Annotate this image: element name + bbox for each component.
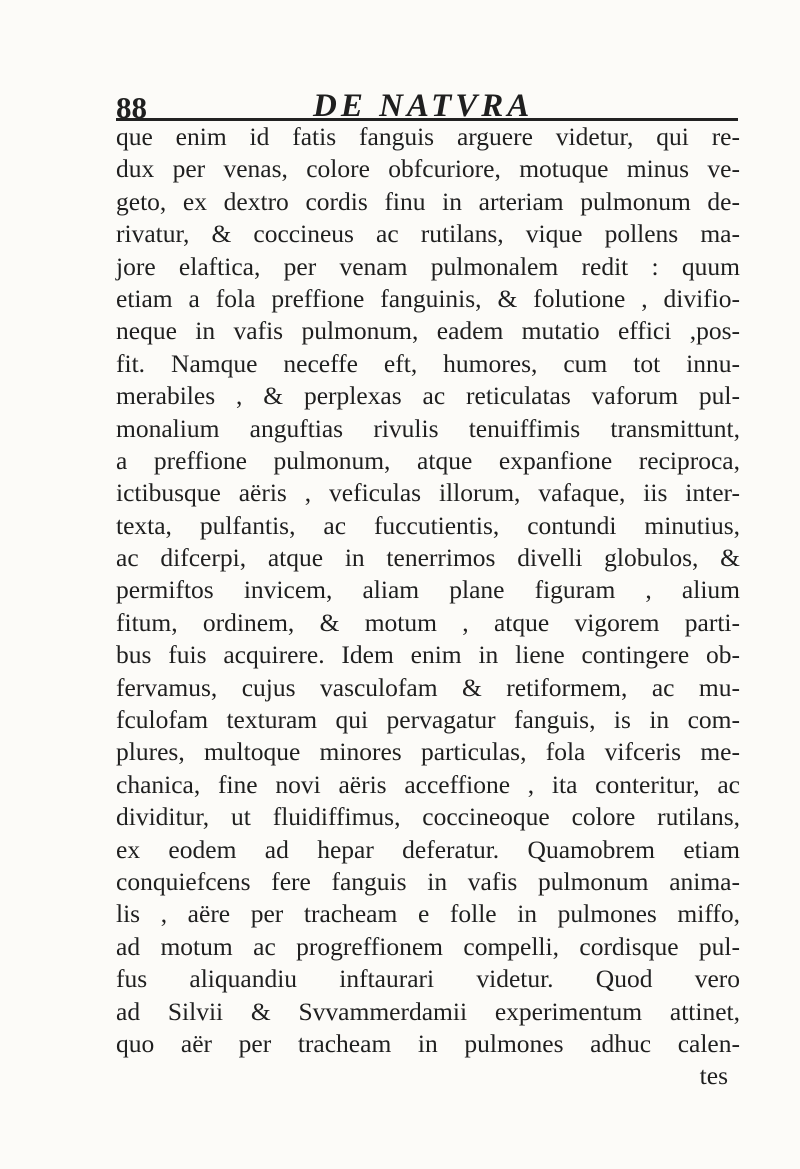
text-line: ad motum ac progreffionem compelli, cordisque pul- <box>116 931 740 961</box>
text-line: a preffione pulmonum, atque expanfione reciproca, <box>116 445 740 475</box>
text-line: jore elaftica, per venam pulmonalem redit : quum <box>116 251 740 281</box>
text-line: ac difcerpi, atque in tenerrimos divelli globulos, & <box>116 543 740 573</box>
text-line: fus aliquandiu inftaurari videtur. Quod vero <box>116 964 740 994</box>
text-line: rivatur, & coccineus ac rutilans, vique pollens ma- <box>116 219 740 249</box>
text-line: quo aër per tracheam in pulmones adhuc calen- <box>116 1028 740 1058</box>
body-text <box>116 121 740 1093</box>
text-line: que enim id fatis fanguis arguere videtur, qui re- <box>116 122 740 151</box>
text-line: fervamus, cujus vasculofam & retiformem, ac mu- <box>116 672 740 702</box>
text-line: ex eodem ad hepar deferatur. Quamobrem etiam <box>116 834 740 864</box>
text-line: dividitur, ut fluidiffimus, coccineoque colore rutilans, <box>116 802 740 832</box>
text-line: geto, ex dextro cordis finu in arteriam pulmonum de- <box>116 186 740 216</box>
text-line: ictibusque aëris , veficulas illorum, vafaque, iis inter- <box>116 478 740 508</box>
text-line: texta, pulfantis, ac fuccutientis, contundi minutius, <box>116 510 740 540</box>
text-line: bus fuis acquirere. Idem enim in liene contingere ob- <box>116 640 740 670</box>
text-line: fculofam texturam qui pervagatur fanguis, is in com- <box>116 705 740 735</box>
running-head: DE NATVRA <box>313 88 534 124</box>
text-line: dux per venas, colore obfcuriore, motuque minus ve- <box>116 154 740 184</box>
text-line: permiftos invicem, aliam plane figuram , alium <box>116 575 740 605</box>
text-line: conquiefcens fere fanguis in vafis pulmonum anima- <box>116 866 740 896</box>
text-line: fit. Namque neceffe eft, humores, cum tot innu- <box>116 348 740 378</box>
text-line: fitum, ordinem, & motum , atque vigorem parti- <box>116 607 740 637</box>
text-line: lis , aëre per tracheam e folle in pulmones miffo, <box>116 899 740 929</box>
text-line: monalium anguftias rivulis tenuiffimis transmittunt, <box>116 413 740 443</box>
text-line: neque in vafis pulmonum, eadem mutatio effici ,pos- <box>116 316 740 346</box>
text-line: plures, multoque minores particulas, fola vifceris me- <box>116 737 740 767</box>
page-header <box>116 70 738 125</box>
text-line: etiam a fola preffione fanguinis, & folutione , divifio- <box>116 283 740 313</box>
catchword: tes <box>699 1061 728 1091</box>
text-line: chanica, fine novi aëris acceffione , ita conteritur, ac <box>116 769 740 799</box>
text-line: merabiles , & perplexas ac reticulatas vaforum pul- <box>116 381 740 411</box>
page-number: 88 <box>116 90 147 125</box>
text-line: ad Silvii & Svvammerdamii experimentum attinet, <box>116 996 740 1026</box>
